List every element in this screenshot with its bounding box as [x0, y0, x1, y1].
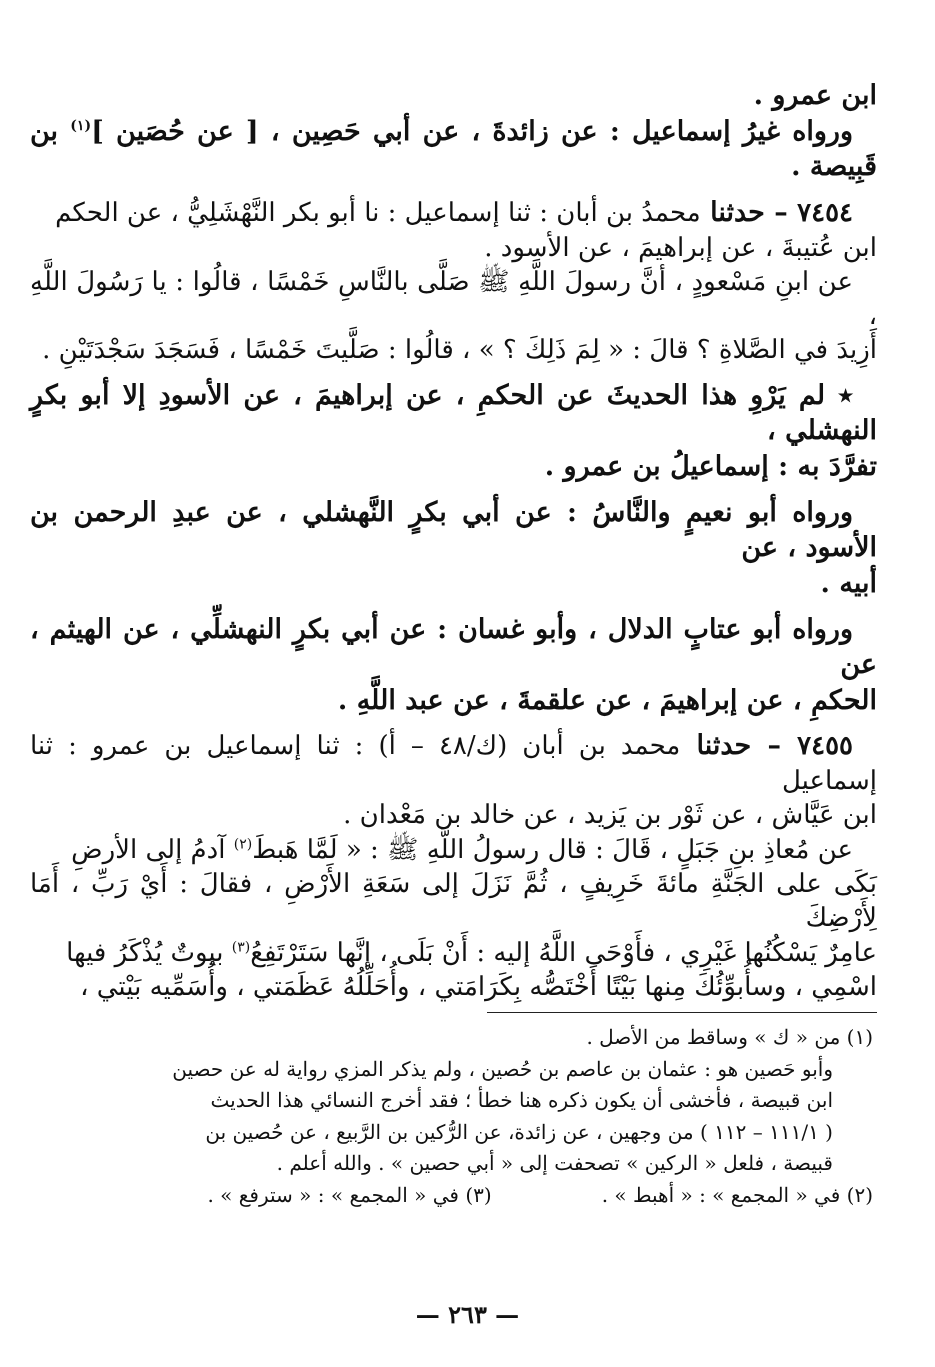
- hadith-label: – حدثنا: [680, 730, 798, 762]
- text-line: أَزِيدَ في الصَّلاةِ ؟ قالَ : « لِمَ ذَلِكَ ؟ » ، قالُوا : صَلَّيتَ خَمْسًا ، فَسَجَدَ سَجْدَتَيْنِ .: [42, 335, 877, 366]
- main-text: [30, 78, 877, 1004]
- note-line: ورواه أبو عتابٍ الدلال ، وأبو غسان : عن أبي بكرٍ النهشلِّي ، عن الهيثم ، عن: [30, 613, 877, 681]
- footnote-1-line: وأبو حَصين هو : عثمان بن عاصم بن حُصين ، ولم يذكر المزي رواية له عن حصين: [172, 1056, 833, 1081]
- text-line: [30, 114, 877, 185]
- footnote-ref[interactable]: (٣): [231, 938, 251, 955]
- footnote-1-line: ( ١١١/١ – ١١٢ ) من وجهين ، عن زائدة، عن الرُّكين بن الرَّبيع ، عن حُصين بن: [205, 1119, 833, 1144]
- text-line: اسْمِي ، وسأُبوِّئُكَ مِنها بَيْتًا أَخْتَصُّه بِكَرَامَتي ، وأُحَلِّلُهُ عَظَمَتي ، وأُسَمِّيه بَيْتي ،: [80, 971, 877, 1002]
- text-line: [30, 833, 877, 867]
- text-line: ابن عمرو .: [753, 80, 877, 111]
- hadith-number: ٧٤٥٥: [797, 731, 853, 762]
- footnote-ref[interactable]: (١): [70, 117, 92, 134]
- text-span: بيوتٌ يُذْكَرُ فيها: [66, 937, 232, 968]
- note-line: ورواه أبو نعيمٍ والنَّاسُ : عن أبي بكرٍ النَّهشلي ، عن عبدِ الرحمن بن الأسود ، عن: [30, 496, 877, 564]
- text-line: ابن عَيَّاش ، عن ثَوْر بن يَزيد ، عن خالد بن مَعْدان .: [343, 800, 877, 831]
- footnote-2: (٢) في « المجمع » : « أهبط » .: [601, 1182, 873, 1207]
- note-line: أبيه .: [820, 567, 877, 599]
- footnotes: [70, 1022, 873, 1212]
- text-span: عن مُعاذِ بنِ جَبَلٍ ، قَالَ : قال رسولُ اللَّهِ ﷺ : « لَمَّا هَبطَ: [252, 834, 853, 865]
- hadith-7455-line: [30, 728, 877, 798]
- text-span: بن قَبِيصة .: [30, 115, 877, 183]
- footnote-1: (١) من « ك » وساقط من الأصل .: [586, 1025, 873, 1049]
- footnote-row: [70, 1180, 873, 1212]
- text-span: عامِرٌ يَسْكُنُها غَيْرِي ، فأَوْحَى اللَّهُ إليه : أَنْ بَلَى ، إنَّها سَتَرْتَفِعُ: [250, 937, 877, 968]
- text-line: بَكَى على الجَنَّةِ مائةَ خَرِيفٍ ، ثُمَّ نَزَلَ إلى سَعَةِ الأَرْضِ ، فقالَ : أَيْ رَبِّ ، أَمَا لِأَرْضِكَ: [30, 868, 877, 934]
- footnote-1-line: قبيصة ، فلعل « الركين » تصحفت إلى « أبي حصين » . والله أعلم .: [276, 1151, 833, 1176]
- hadith-label: – حدثنا: [700, 196, 798, 228]
- note-line: ٭ لم يَرْوِ هذا الحديثَ عن الحكمِ ، عن إبراهيمَ ، عن الأسودِ إلا أبو بكرٍ النهشلي ،: [30, 379, 877, 447]
- footnote-3: (٣) في « المجمع » : « سترفع » .: [207, 1182, 492, 1207]
- footnote-divider: [487, 1012, 877, 1013]
- text-span: آدمُ إلى الأرضِ: [71, 834, 234, 865]
- text-line: [30, 936, 877, 970]
- footnote-1-line: ابن قبيصة ، فأخشى أن يكون ذكره هنا خطأ ؛ فقد أخرج النسائي هذا الحديث: [210, 1088, 833, 1113]
- text-line: عن ابنِ مَسْعودٍ ، أنَّ رسولَ اللَّهِ ﷺ صَلَّى بالنَّاسِ خَمْسًا ، قالُوا : يا رَسُولَ اللَّهِ ،: [30, 266, 877, 332]
- page-number: — ٢٦٣ —: [415, 1300, 520, 1329]
- note-line: تفرَّدَ به : إسماعيلُ بن عمرو .: [544, 451, 877, 482]
- hadith-7454-line: [30, 195, 877, 231]
- footnote-ref[interactable]: (٢): [233, 835, 253, 852]
- text-span: محمد بن أبان (ك/٤٨ – أ) : ثنا إسماعيل بن عمرو : ثنا إسماعيل: [30, 731, 877, 796]
- note-line: الحكمِ ، عن إبراهيمَ ، عن علقمةَ ، عن عبد اللَّهِ .: [337, 684, 877, 716]
- hadith-number: ٧٤٥٤: [797, 197, 853, 228]
- text-line: ابن عُتيبةَ ، عن إبراهيمَ ، عن الأسود .: [484, 232, 877, 263]
- text-span: محمدُ بن أبان : ثنا إسماعيل : نا أبو بكر النَّهْشَلِيُّ ، عن الحكم: [55, 197, 701, 228]
- text-span: ورواه غيرُ إسماعيل : عن زائدةَ ، عن أبي حَصِين ، [ عن حُصَين ]: [91, 115, 853, 147]
